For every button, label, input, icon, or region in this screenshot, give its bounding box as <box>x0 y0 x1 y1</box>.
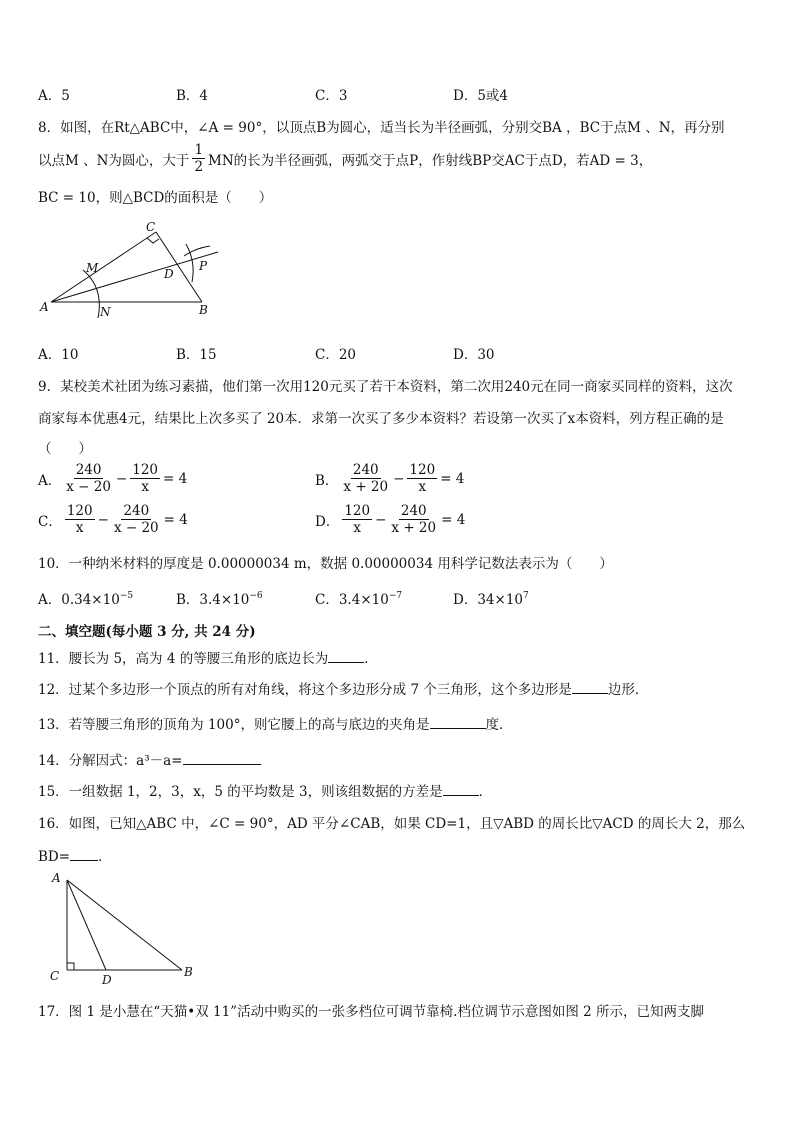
q8-option-c: C．20 <box>315 347 357 363</box>
q12 <box>38 678 648 698</box>
q14-text: 14．分解因式：a³－a= <box>38 753 183 769</box>
q9-option-c-d1: x <box>75 520 84 536</box>
q13-text: 13．若等腰三角形的顶角为 100°，则它腰上的高与底边的夹角是 <box>38 717 430 733</box>
q8-line2 <box>38 142 652 175</box>
q9-option-b-d2: x <box>418 479 427 495</box>
q9-line1: 9．某校美术社团为练习素描，他们第一次用120元买了若干本资料，第二次用240元在同一商家买同样的资料，这次 <box>38 379 733 395</box>
q13-answer-blank <box>430 716 486 729</box>
q8-figure <box>36 218 226 323</box>
q8-line2-pre: 以点M 、N为圆心，大于 <box>38 152 190 169</box>
q9-option-c-frac2 <box>112 503 161 536</box>
q9-option-d-op: − <box>375 511 387 528</box>
q10-option-c-base: 3.4×10 <box>338 592 389 608</box>
q8-option-b: B．15 <box>176 347 217 363</box>
q15-text: 15．一组数据 1，2，3，x，5 的平均数是 3，则该组数据的方差是 <box>38 784 443 800</box>
q9-option-a-d2: x <box>141 479 149 495</box>
q10-option-c <box>315 588 402 608</box>
q9-option-b-label: B． <box>315 472 339 489</box>
q9-option-b-frac2 <box>407 462 437 495</box>
q8-label-a: A <box>40 300 49 314</box>
q9-option-d-frac2 <box>389 503 438 536</box>
q16-right-angle-mark <box>67 963 74 970</box>
q15-answer-blank <box>443 783 479 796</box>
q7-option-c: C．3 <box>315 88 348 104</box>
q10-option-d-base: 34×10 <box>477 592 523 608</box>
q10-option-a-exp: −5 <box>119 591 134 601</box>
q8-arc-mn <box>83 270 99 318</box>
q14 <box>38 749 261 769</box>
q16-segment-ad <box>67 880 106 970</box>
q9-option-c-label: C． <box>38 513 62 530</box>
q16-line2-pre: BD= <box>38 849 71 865</box>
q7-option-d: D．5或4 <box>453 88 509 104</box>
q16-side-ab <box>67 880 182 970</box>
q12-text: 12．过某个多边形一个顶点的所有对角线，将这个多边形分成 7 个三角形，这个多边形是 <box>38 682 572 698</box>
q9-option-d-n2: 240 <box>400 503 427 519</box>
q8-line2-post: MN的长为半径画弧，两弧交于点P，作射线BP交AC于点D，若AD = 3， <box>208 152 653 169</box>
q9-option-b-n1: 240 <box>352 462 379 478</box>
q8-label-b: B <box>199 303 208 317</box>
q8-arc-p1 <box>186 244 193 282</box>
q9-option-b <box>315 462 464 495</box>
q16-line2-post: ． <box>98 849 112 865</box>
q9-option-c <box>38 503 188 536</box>
q16-figure <box>44 868 204 986</box>
q7-option-a: A．5 <box>38 88 70 104</box>
q9-option-a-frac2 <box>130 462 160 495</box>
q11-answer-blank <box>328 650 364 663</box>
q9-option-b-d1: x + 20 <box>343 479 389 495</box>
q9-option-c-rhs: = 4 <box>163 511 188 528</box>
q10-option-b-label: B． <box>176 592 200 608</box>
q10-option-c-exp: −7 <box>388 591 403 601</box>
q12-answer-blank <box>572 681 608 694</box>
q10-option-b-exp: −6 <box>249 591 263 601</box>
q8-fraction-den: 2 <box>194 159 204 175</box>
q9-option-b-rhs: = 4 <box>440 470 465 487</box>
q8-line1: 8．如图，在Rt△ABC中，∠A = 90°，以顶点B为圆心，适当长为半径画弧，分别交BA ，BC于点M 、N，再分别 <box>38 120 725 136</box>
section2-title: 二、填空题(每小题 3 分, 共 24 分) <box>38 624 256 640</box>
q9-option-a-n1: 240 <box>75 462 102 478</box>
q9-option-a-d1: x − 20 <box>66 479 111 495</box>
q8-label-d: D <box>164 267 174 281</box>
q10-option-a-label: A． <box>38 592 62 608</box>
q9-option-b-n2: 120 <box>409 462 436 478</box>
q9-option-c-op: − <box>97 511 109 528</box>
q8-side-cb <box>156 232 202 302</box>
q11 <box>38 647 378 667</box>
q10-option-b-base: 3.4×10 <box>199 592 250 608</box>
q15-post: ． <box>478 784 493 800</box>
q16-answer-blank <box>70 848 98 861</box>
q14-answer-blank <box>183 752 261 765</box>
q16-label-c: C <box>50 969 60 983</box>
q16-label-a: A <box>52 871 61 885</box>
q9-option-d-n1: 120 <box>344 503 371 519</box>
q9-option-c-n1: 120 <box>66 503 93 519</box>
q10-option-d <box>453 588 529 608</box>
q9-option-a <box>38 462 187 495</box>
q10-option-d-exp: 7 <box>523 591 529 601</box>
q9-option-d-d2: x + 20 <box>391 520 437 536</box>
q15 <box>38 780 492 800</box>
q9-option-a-n2: 120 <box>132 462 159 478</box>
q9-option-d-rhs: = 4 <box>441 511 466 528</box>
q10-option-c-label: C． <box>315 592 339 608</box>
q9-option-c-d2: x − 20 <box>113 520 159 536</box>
q11-post: ． <box>364 651 378 667</box>
q9-option-b-frac1 <box>341 462 390 495</box>
q10-option-a-base: 0.34×10 <box>61 592 120 608</box>
q8-side-ac <box>51 232 156 302</box>
q13 <box>38 713 513 733</box>
q8-right-angle-mark <box>147 238 159 243</box>
q9-line3: （ ） <box>38 441 92 457</box>
q11-text: 11．腰长为 5，高为 4 的等腰三角形的底边长为 <box>38 651 329 667</box>
q16-line1: 16．如图，已知△ABC 中，∠C = 90°，AD 平分∠CAB，如果 CD=1，且▽ABD 的周长比▽ACD 的周长大 2，那么 <box>38 816 746 832</box>
q8-option-a: A．10 <box>38 347 79 363</box>
q10-option-b <box>176 588 263 608</box>
q9-option-c-n2: 240 <box>123 503 150 519</box>
q9-line2: 商家每本优惠4元，结果比上次多买了 20本．求第一次买了多少本资料？若设第一次买了x本资料，列方程正确的是 <box>38 411 724 427</box>
q7-option-b: B．4 <box>176 88 209 104</box>
q8-fraction-num: 1 <box>194 142 204 158</box>
q9-option-a-rhs: = 4 <box>163 470 188 487</box>
q8-option-d: D．30 <box>453 347 495 363</box>
q8-label-c: C <box>146 220 156 234</box>
q9-option-d-frac1 <box>342 503 372 536</box>
q8-fraction <box>192 142 205 175</box>
q12-post: 边形． <box>607 682 649 698</box>
q8-label-p: P <box>199 259 208 273</box>
q9-option-d-d1: x <box>353 520 362 536</box>
q16-label-d: D <box>102 973 112 986</box>
q10-line1: 10．一种纳米材料的厚度是 0.00000034 m，数据 0.00000034 用科学记数法表示为（ ） <box>38 556 613 572</box>
q10-option-d-label: D． <box>453 592 478 608</box>
q9-option-c-frac1 <box>65 503 95 536</box>
q8-label-n: N <box>100 305 111 319</box>
q9-option-b-op: − <box>393 470 405 487</box>
q10-option-a <box>38 588 133 608</box>
q8-label-m: M <box>86 261 99 275</box>
q16-line2 <box>38 845 112 865</box>
q13-post: 度． <box>485 717 513 733</box>
q8-line3: BC = 10，则△BCD的面积是（ ） <box>38 190 273 206</box>
q9-option-a-label: A． <box>38 472 62 489</box>
q9-option-a-frac1 <box>64 462 113 495</box>
q17-line1: 17．图 1 是小慧在“天猫•双 11”活动中购买的一张多档位可调节靠椅.档位调节示意图如图 2 所示，已知两支脚 <box>38 1004 705 1020</box>
q9-option-d-label: D． <box>315 513 340 530</box>
q9-option-a-op: − <box>115 470 128 487</box>
q9-option-d <box>315 503 465 536</box>
q16-label-b: B <box>184 965 193 979</box>
